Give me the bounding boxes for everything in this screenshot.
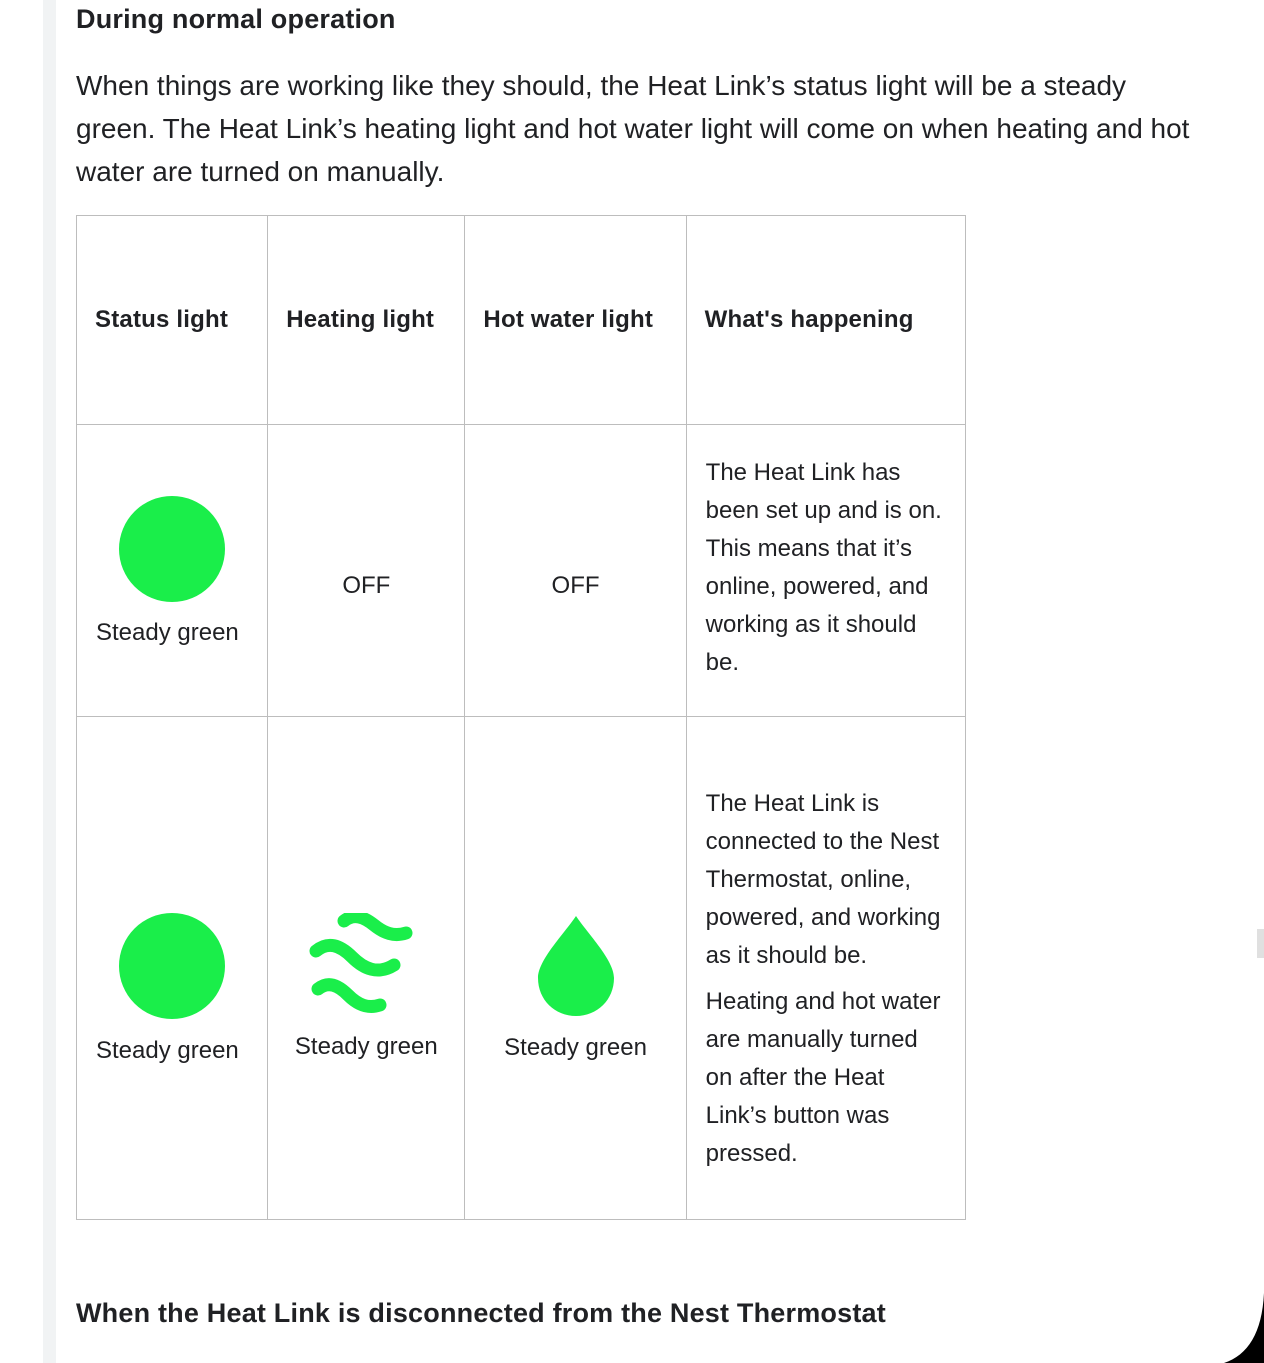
heating-waves-icon	[306, 913, 426, 1021]
header-hot-water-light: Hot water light	[465, 216, 686, 425]
table-row	[77, 717, 966, 1220]
header-status-light: Status light	[77, 216, 268, 425]
status-lights-table	[76, 215, 966, 1220]
heating-light-label: Steady green	[294, 1033, 438, 1060]
status-light-label: Steady green	[96, 1036, 239, 1064]
left-border-bar	[43, 0, 56, 1363]
scrollbar-thumb[interactable]	[1257, 929, 1264, 958]
heating-light-label: OFF	[342, 571, 391, 599]
status-light-cell	[77, 717, 268, 1220]
description-text: The Heat Link has been set up and is on. This means that it’s online, powered, and working as it should be.	[705, 458, 942, 676]
screen-corner	[1224, 1293, 1264, 1363]
description-cell	[686, 425, 965, 717]
next-section-heading: When the Heat Link is disconnected from the Nest Thermostat	[76, 1298, 886, 1328]
intro-paragraph: When things are working like they should, the Heat Link’s status light will be a steady green. The Heat Link’s heating light and hot water light will come on when heating and hot water are turned on manually.	[76, 70, 1190, 187]
green-circle-icon	[118, 495, 226, 603]
hot-water-light-cell	[465, 717, 686, 1220]
water-drop-icon	[536, 914, 616, 1018]
heating-light-cell	[268, 425, 465, 717]
section-heading: During normal operation	[76, 4, 396, 34]
description-text: The Heat Link is connected to the Nest Thermostat, online, powered, and working as it should be.	[705, 790, 941, 969]
header-heating-light: Heating light	[268, 216, 465, 425]
hot-water-light-label: Steady green	[504, 1034, 647, 1061]
green-circle-icon	[118, 912, 226, 1020]
description-text: Heating and hot water are manually turned on after the Heat Link’s button was pressed.	[705, 988, 941, 1167]
table-row	[77, 425, 966, 717]
hot-water-light-cell	[465, 425, 686, 717]
left-margin	[0, 0, 43, 1363]
status-light-label: Steady green	[96, 619, 239, 646]
description-cell	[686, 717, 965, 1220]
hot-water-light-label: OFF	[551, 571, 600, 599]
heating-light-cell	[268, 717, 465, 1220]
status-light-cell	[77, 425, 268, 717]
header-whats-happening: What's happening	[686, 216, 965, 425]
table-header-row	[77, 216, 966, 425]
